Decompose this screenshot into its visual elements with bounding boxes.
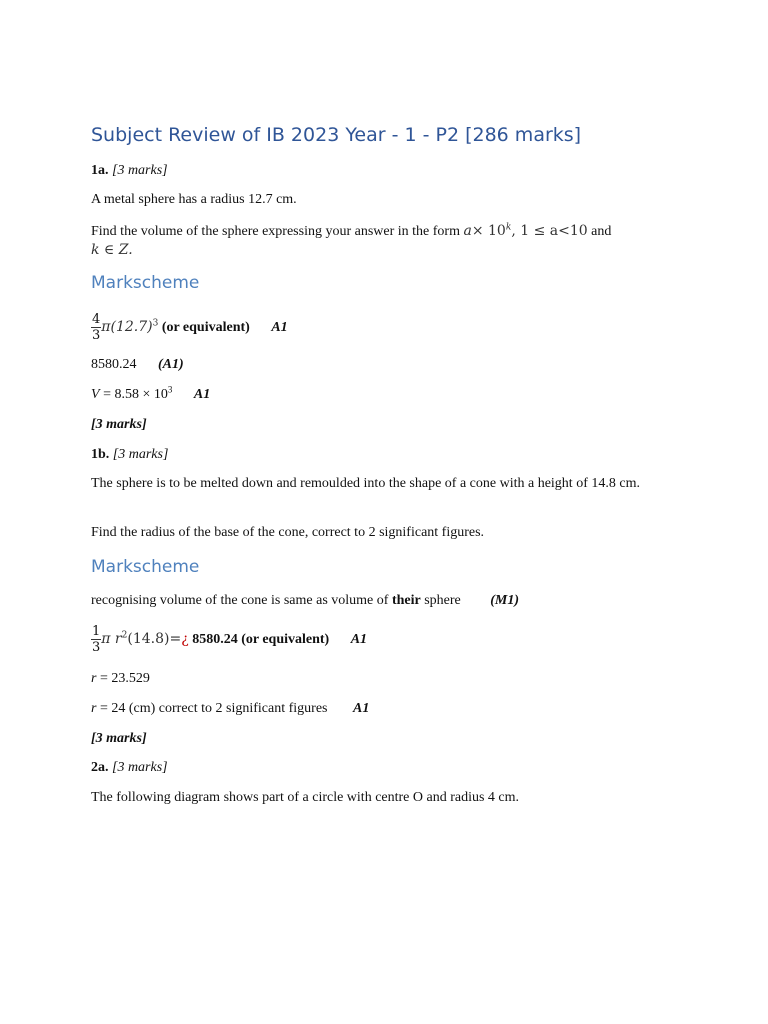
question-marks: [3 marks] [112, 447, 169, 462]
markscheme-1a-line2: 8580.24 (A1) [91, 357, 184, 372]
markscheme-1a-total: [3 marks] [91, 417, 147, 432]
mark-code: A1 [350, 632, 368, 647]
page-title: Subject Review of IB 2023 Year - 1 - P2 [286 marks] [91, 124, 582, 146]
question-1b-instruction: Find the radius of the base of the cone, correct to 2 significant figures. [91, 525, 485, 540]
markscheme-heading: Markscheme [91, 273, 200, 293]
question-1a-instruction: Find the volume of the sphere expressing your answer in the form $a\times 10^k$, 1 ≤ a<10 and [91, 222, 612, 239]
mark-code: A1 [353, 701, 370, 716]
markscheme-1b-line1: recognising volume of the cone is same as volume of their sphere (M1) [91, 593, 520, 608]
markscheme-heading: Markscheme [91, 557, 200, 577]
markscheme-1a-line1: $\frac{4}{3}$ $\pi(12.7)^3$ (or equivalent) A1 [92, 312, 288, 344]
question-1b-text: The sphere is to be melted down and remoulded into the shape of a cone with a height of 14.8 cm. [91, 476, 640, 491]
question-label: 1a. [91, 163, 109, 178]
question-label: 2a. [91, 760, 109, 775]
mark-code: A1 [193, 387, 211, 402]
markscheme-1b-line4: r = 24 (cm) correct to 2 significant figures A1 [91, 701, 370, 716]
question-marks: [3 marks] [112, 760, 168, 775]
question-label: 1b. [91, 447, 110, 462]
mark-code: (A1) [158, 357, 184, 372]
mark-code: (M1) [490, 593, 520, 608]
markscheme-1b-total: [3 marks] [91, 731, 147, 746]
question-1a-text: A metal sphere has a radius 12.7 cm. [91, 192, 297, 207]
markscheme-1b-line3: r = 23.529 [91, 671, 150, 686]
question-1a-instruction-cont: k ∈ Z. [91, 242, 133, 258]
markscheme-1b-line2: $\frac{1}{3}$ π $r^2(14.8)=¿$ 8580.24 (or equivalent) A1 [92, 624, 368, 656]
question-2a-header [91, 759, 168, 777]
mark-code: A1 [271, 320, 288, 335]
markscheme-1a-line3: $V = 8.58 \times 10^3$ A1 [91, 384, 211, 402]
question-2a-text: The following diagram shows part of a circle with centre O and radius 4 cm. [91, 790, 520, 805]
question-1b-header [91, 446, 168, 464]
question-marks: [3 marks] [112, 163, 168, 178]
fraction: $\frac{1}{3}$ [92, 624, 101, 656]
fraction: $\frac{4}{3}$ [92, 312, 101, 344]
question-1a-header [91, 162, 168, 180]
